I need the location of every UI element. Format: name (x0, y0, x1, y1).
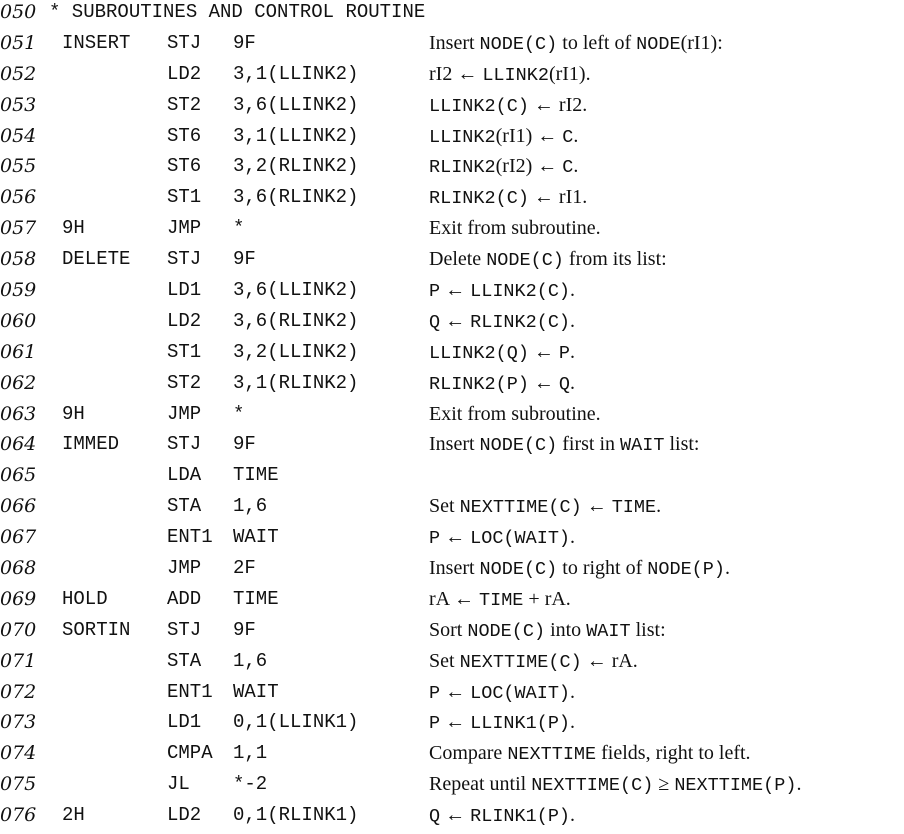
comment-code-fragment: NEXTTIME(P) (674, 775, 797, 797)
line-number: 063 (0, 402, 37, 425)
code-line (0, 587, 904, 618)
code-line (0, 154, 904, 185)
code-line (0, 62, 904, 93)
code-comment (429, 402, 601, 426)
code-address: 3,1(RLINK2) (233, 371, 359, 394)
code-line (0, 340, 904, 371)
comment-text-fragment: . (570, 711, 576, 734)
line-number: 058 (0, 248, 37, 271)
comment-text-fragment: . (570, 340, 576, 363)
line-number: 062 (0, 371, 37, 394)
code-address: WAIT (233, 526, 279, 549)
comment-code-fragment: RLINK2(C) (429, 188, 529, 210)
code-address: 3,6(LLINK2) (233, 93, 359, 116)
comment-code-fragment: P (429, 682, 441, 704)
code-comment (429, 494, 661, 520)
comment-text-fragment: list: (664, 433, 700, 456)
line-number: 071 (0, 649, 37, 672)
comment-code-fragment: RLINK2(C) (470, 311, 571, 333)
code-opcode: STJ (167, 31, 202, 54)
code-address: 3,6(RLINK2) (233, 186, 359, 209)
code-opcode: ST2 (167, 371, 202, 394)
comment-text-fragment: ← rI1. (528, 186, 588, 209)
code-line (0, 124, 904, 155)
line-number: 052 (0, 62, 37, 85)
code-comment (429, 62, 591, 88)
code-line (0, 31, 904, 62)
comment-code-fragment: NODE(C) (479, 435, 558, 457)
code-opcode: LDA (167, 464, 202, 487)
comment-code-fragment: TIME (611, 497, 657, 519)
code-label: HOLD (62, 587, 108, 610)
code-address: 3,1(LLINK2) (233, 124, 359, 147)
comment-code-fragment: NEXTTIME(C) (531, 775, 654, 797)
code-comment (429, 154, 578, 180)
code-opcode: LD1 (167, 711, 202, 734)
line-number: 055 (0, 155, 37, 178)
comment-text-fragment: ← (440, 804, 471, 827)
code-comment (429, 556, 730, 582)
comment-text-fragment: . (570, 526, 576, 549)
comment-code-fragment: P (429, 528, 441, 550)
code-address: 9F (233, 618, 256, 641)
code-comment (429, 710, 575, 736)
code-comment (429, 649, 638, 675)
line-number: 064 (0, 433, 37, 456)
line-number: 067 (0, 526, 37, 549)
line-number: 051 (0, 31, 37, 54)
comment-text-fragment: . (570, 279, 576, 302)
code-label: DELETE (62, 248, 131, 271)
comment-code-fragment: NODE(C) (479, 33, 558, 55)
comment-text-fragment: . (656, 495, 662, 518)
code-label: 9H (62, 402, 85, 425)
code-line (0, 680, 904, 711)
code-address: 3,2(LLINK2) (233, 340, 359, 363)
code-line (0, 278, 904, 309)
code-opcode: JMP (167, 557, 202, 580)
comment-text-fragment: ← rA. (581, 649, 638, 672)
comment-text-fragment: ← (440, 309, 471, 332)
code-line (0, 93, 904, 124)
code-opcode: ST2 (167, 93, 202, 116)
line-number: 053 (0, 93, 37, 116)
comment-code-fragment: RLINK1(P) (470, 806, 571, 828)
code-line (0, 556, 904, 587)
comment-text-fragment: . (796, 773, 802, 796)
line-number: 050 (0, 1, 37, 23)
comment-code-fragment: C (562, 157, 574, 179)
comment-text-fragment: ← rI2. (528, 93, 588, 116)
comment-text-fragment: rA ← (429, 587, 479, 610)
code-opcode: STJ (167, 618, 202, 641)
line-number: 059 (0, 279, 37, 302)
code-address: 3,6(LLINK2) (233, 279, 359, 302)
code-opcode: LD1 (167, 279, 202, 302)
code-line (0, 247, 904, 278)
code-address: 1,6 (233, 495, 268, 518)
code-comment (429, 31, 723, 57)
comment-code-fragment: P (429, 281, 441, 303)
code-line (0, 772, 904, 803)
comment-text-fragment: . (724, 557, 730, 580)
line-number: 057 (0, 217, 37, 240)
code-lines (0, 31, 904, 834)
code-line (0, 525, 904, 556)
comment-text-fragment: ≥ (653, 773, 675, 796)
code-opcode: CMPA (167, 742, 213, 765)
comment-code-fragment: LLINK2(C) (470, 281, 571, 303)
code-comment (429, 278, 575, 304)
code-label: INSERT (62, 31, 131, 54)
code-opcode: JL (167, 773, 190, 796)
comment-code-fragment: LLINK2 (482, 64, 549, 86)
code-label: IMMED (62, 433, 120, 456)
code-comment (429, 340, 575, 366)
code-label: 2H (62, 804, 85, 827)
code-opcode: JMP (167, 402, 202, 425)
comment-text-fragment: ← (440, 680, 471, 703)
comment-text-fragment: from its list: (563, 248, 667, 271)
code-line (0, 185, 904, 216)
code-comment (429, 587, 571, 613)
comment-text-fragment: (rI2) ← (495, 155, 563, 178)
code-opcode: ENT1 (167, 680, 213, 703)
line-number: 073 (0, 711, 37, 734)
line-number: 069 (0, 587, 37, 610)
comment-text-fragment: Insert (429, 31, 480, 54)
comment-text-fragment: . (570, 680, 576, 703)
comment-text-fragment: ← (528, 340, 559, 363)
code-line (0, 710, 904, 741)
code-address: 9F (233, 433, 256, 456)
code-opcode: LD2 (167, 62, 202, 85)
comment-text-fragment: ← (581, 495, 612, 518)
comment-code-fragment: NEXTTIME(C) (459, 497, 582, 519)
code-comment (429, 618, 666, 644)
comment-code-fragment: LLINK2(C) (429, 95, 529, 117)
comment-code-fragment: NODE(C) (486, 250, 564, 272)
comment-code-fragment: NEXTTIME (507, 744, 597, 766)
comment-text-fragment: list: (630, 618, 666, 641)
comment-code-fragment: Q (429, 806, 441, 828)
line-number: 054 (0, 124, 37, 147)
code-line (0, 741, 904, 772)
comment-text-fragment: Set (429, 495, 460, 518)
comment-text-fragment: . (570, 309, 576, 332)
comment-text-fragment: Repeat until (429, 773, 532, 796)
comment-text-fragment: . (573, 155, 579, 178)
comment-text-fragment: Compare (429, 742, 508, 765)
comment-text-fragment: Insert (429, 433, 480, 456)
code-address: 9F (233, 248, 256, 271)
comment-code-fragment: Q (429, 311, 441, 333)
header-row (0, 0, 904, 31)
code-address: 0,1(RLINK1) (233, 804, 359, 827)
code-opcode: STA (167, 649, 202, 672)
comment-text-fragment: ← (440, 279, 471, 302)
code-opcode: STJ (167, 433, 202, 456)
comment-code-fragment: RLINK2 (429, 157, 496, 179)
comment-code-fragment: TIME (479, 589, 524, 611)
comment-text-fragment: to right of (557, 557, 648, 580)
code-line (0, 216, 904, 247)
code-line (0, 309, 904, 340)
comment-code-fragment: LLINK1(P) (470, 713, 571, 735)
code-address: 3,2(RLINK2) (233, 155, 359, 178)
comment-code-fragment: NODE(C) (467, 620, 546, 642)
code-comment (429, 525, 575, 551)
comment-code-fragment: NODE(P) (647, 559, 725, 581)
line-number: 068 (0, 557, 37, 580)
comment-text-fragment: rI2 ← (429, 62, 483, 85)
comment-text-fragment: into (545, 618, 587, 641)
code-address: 2F (233, 557, 256, 580)
code-line (0, 371, 904, 402)
line-number: 075 (0, 773, 37, 796)
code-comment (429, 741, 751, 767)
comment-text-fragment: to left of (557, 31, 637, 54)
comment-code-fragment: LOC(WAIT) (470, 528, 571, 550)
comment-text-fragment: (rI1) ← (495, 124, 563, 147)
comment-text-fragment: Insert (429, 557, 480, 580)
code-opcode: STJ (167, 248, 202, 271)
code-opcode: STA (167, 495, 202, 518)
comment-text-fragment: . (570, 371, 576, 394)
code-line (0, 432, 904, 463)
comment-code-fragment: WAIT (620, 435, 665, 457)
code-comment (429, 309, 575, 335)
line-number: 076 (0, 804, 37, 827)
code-address: TIME (233, 464, 279, 487)
comment-text-fragment: ← (528, 371, 559, 394)
line-number: 066 (0, 495, 37, 518)
code-comment (429, 803, 575, 829)
code-address: WAIT (233, 680, 279, 703)
comment-text-fragment: Delete (429, 248, 487, 271)
line-number: 060 (0, 309, 37, 332)
code-opcode: ST1 (167, 340, 202, 363)
code-comment (429, 247, 667, 273)
code-line (0, 494, 904, 525)
code-address: 3,1(LLINK2) (233, 62, 359, 85)
comment-code-fragment: LLINK2 (429, 126, 496, 148)
code-label: 9H (62, 217, 85, 240)
line-number: 065 (0, 464, 37, 487)
code-address: *-2 (233, 773, 268, 796)
code-comment (429, 680, 575, 706)
comment-code-fragment: NEXTTIME(C) (459, 651, 582, 673)
comment-text-fragment: Set (429, 649, 460, 672)
comment-code-fragment: LOC(WAIT) (470, 682, 571, 704)
comment-text-fragment: Sort (429, 618, 468, 641)
line-number: 070 (0, 618, 37, 641)
comment-text-fragment: + rA. (523, 587, 571, 610)
code-address: * (233, 402, 245, 425)
line-number: 061 (0, 340, 37, 363)
comment-text-fragment: (rI1): (680, 31, 723, 54)
comment-code-fragment: P (429, 713, 441, 735)
code-address: 0,1(LLINK1) (233, 711, 359, 734)
code-opcode: JMP (167, 217, 202, 240)
code-opcode: ENT1 (167, 526, 213, 549)
comment-code-fragment: RLINK2(P) (429, 373, 529, 395)
code-comment (429, 124, 578, 150)
code-opcode: ST6 (167, 124, 202, 147)
comment-text-fragment: Exit from subroutine. (429, 402, 601, 425)
line-number: 074 (0, 742, 37, 765)
line-number: 056 (0, 186, 37, 209)
comment-text-fragment: . (570, 804, 576, 827)
comment-text-fragment: fields, right to left. (596, 742, 751, 765)
code-address: TIME (233, 587, 279, 610)
code-comment (429, 432, 699, 458)
comment-code-fragment: P (558, 342, 571, 364)
comment-text-fragment: ← (440, 711, 471, 734)
code-line (0, 649, 904, 680)
code-line (0, 803, 904, 834)
code-comment (429, 371, 575, 397)
comment-code-fragment: LLINK2(Q) (429, 342, 529, 364)
comment-code-fragment: NODE(C) (479, 559, 558, 581)
code-address: 1,1 (233, 742, 268, 765)
comment-text-fragment: (rI1). (548, 62, 591, 85)
code-line (0, 618, 904, 649)
code-label: SORTIN (62, 618, 131, 641)
code-comment (429, 93, 587, 119)
code-comment (429, 185, 587, 211)
comment-code-fragment: NODE (636, 33, 681, 55)
comment-text-fragment: Exit from subroutine. (429, 217, 601, 240)
comment-text-fragment: . (573, 124, 579, 147)
code-opcode: ST1 (167, 186, 202, 209)
code-address: * (233, 217, 245, 240)
code-opcode: LD2 (167, 309, 202, 332)
code-address: 9F (233, 31, 256, 54)
code-opcode: LD2 (167, 804, 202, 827)
section-header: * SUBROUTINES AND CONTROL ROUTINE (49, 1, 426, 23)
code-line (0, 402, 904, 433)
comment-text-fragment: ← (440, 526, 471, 549)
comment-code-fragment: WAIT (586, 620, 631, 642)
code-address: 1,6 (233, 649, 268, 672)
comment-code-fragment: C (562, 126, 574, 148)
code-address: 3,6(RLINK2) (233, 309, 359, 332)
code-comment (429, 772, 801, 798)
code-line (0, 463, 904, 494)
comment-code-fragment: Q (558, 373, 571, 395)
code-opcode: ADD (167, 587, 202, 610)
code-opcode: ST6 (167, 155, 202, 178)
comment-text-fragment: first in (557, 433, 621, 456)
code-comment (429, 216, 601, 240)
line-number: 072 (0, 680, 37, 703)
